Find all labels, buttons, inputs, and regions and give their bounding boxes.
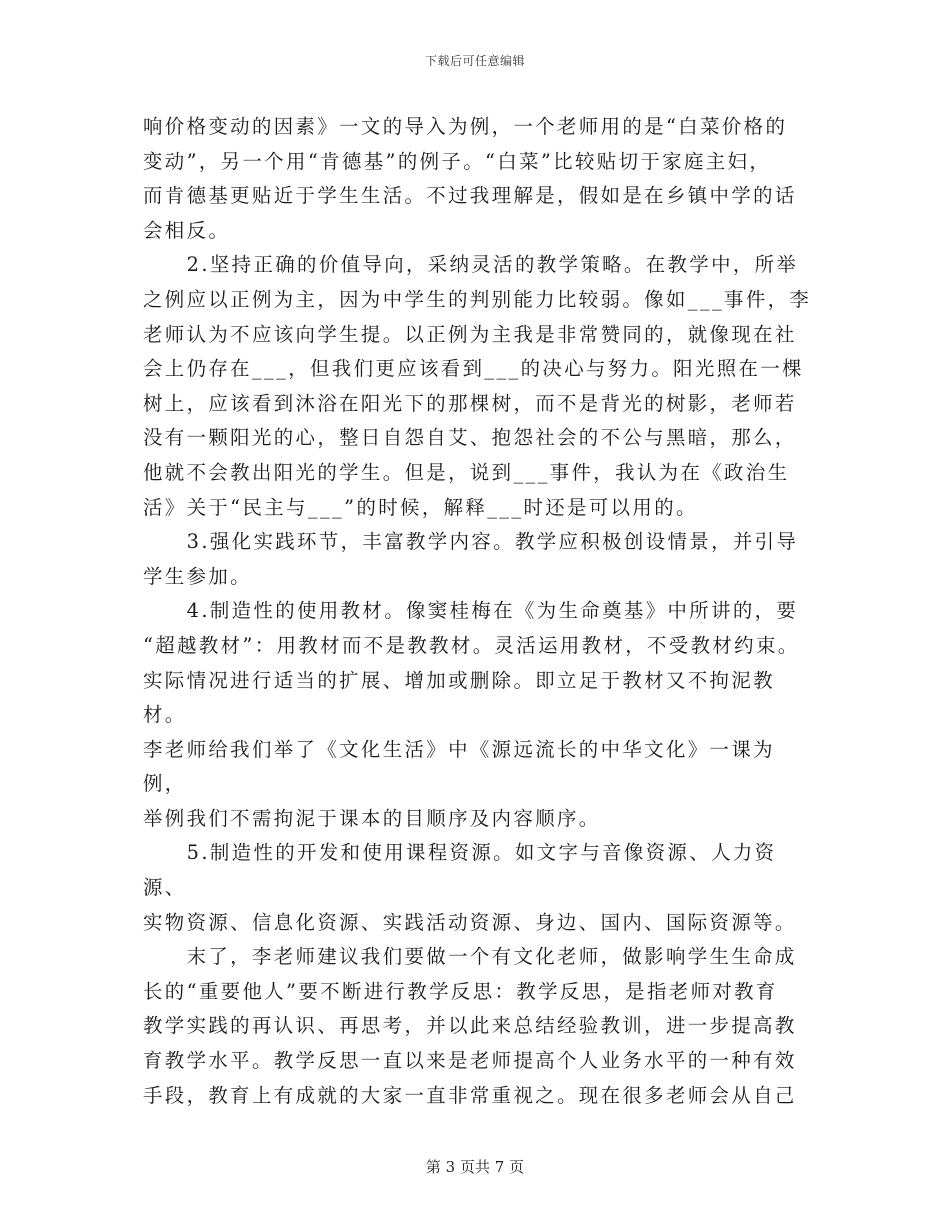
paragraph-point-3: 3.强化实践环节，丰富教学内容。教学应积极创设情景，并引导 学生参加。 [143,530,799,588]
paragraph-intro-continuation: 响价格变动的因素》一文的导入为例，一个老师用的是“白菜价格的 变动”，另一个用“肯德基”的例子。“白菜”比较贴切于家庭主妇， 而肯德基更贴近于学生生活。不过我理解是，假如是在乡镇中学的话 会相反。 [143,115,797,242]
paragraph-point-2: 2.坚持正确的价值导向，采纳灵活的教学策略。在教学中，所举 之例应以正例为主，因为中学生的判别能力比较弱。像如___事件，李 老师认为不应该向学生提。以正例为主我是非常赞同的，就像现在社 会上仍存在___，但我们更应该看到___的决心与努力。阳光照在一棵 树上，应该看到沐浴在阳光下的那棵树，而不是背光的树影，老师若 没有一颗阳光的心，整日自怨自艾、抱怨社会的不公与黑暗，那么， 他就不会教出阳光的学生。但是，说到___事件，我认为在《政治生 活》关于“民主与___”的时候，解释___时还是可以用的。 [143,253,812,519]
paragraph-conclusion: 末了，李老师建议我们要做一个有文化老师，做影响学生生命成 长的“重要他人”要不断进行教学反思：教学反思，是指老师对教育 教学实践的再认识、再思考，并以此来总结经验教训，进一步提高教 育教学水平。教学反思一直以来是老师提高个人业务水平的一种有效 手段，教育上有成就的大家一直非常重视之。现在很多老师会从自己 [143,945,797,1107]
document-body [143,110,813,1113]
page-number-footer: 第 3 页共 7 页 [425,1158,525,1176]
paragraph-point-4: 4.制造性的使用教材。像窦桂梅在《为生命奠基》中所讲的，要 “超越教材”：用教材而不是教教材。灵活运用教材，不受教材约束。 实际情况进行适当的扩展、增加或删除。即立足于教材又不拘泥教材。 李老师给我们举了《文化生活》中《源远流长的中华文化》一课为例， 举例我们不需拘泥于课本的目顺序及内容顺序。 [143,599,800,830]
page-header-note: 下载后可任意编辑 [424,54,525,68]
paragraph-point-5: 5.制造性的开发和使用课程资源。如文字与音像资源、人力资源、 实物资源、信息化资源、实践活动资源、身边、国内、国际资源等。 [143,841,797,934]
